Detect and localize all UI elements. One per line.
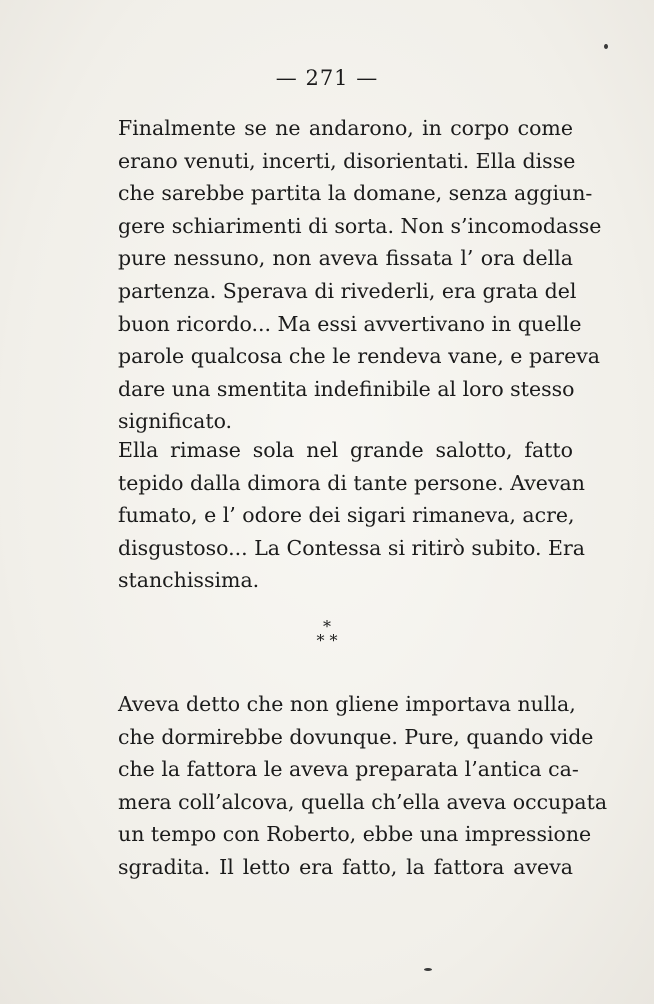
text-line: pure nessuno, non aveva fissata l’ ora della [118,246,573,271]
text-line: tepido dalla dimora di tante persone. Avevan [118,470,585,495]
page-number: — 271 — [275,66,379,90]
text-line: gere schiarimenti di sorta. Non s’incomodasse [118,213,602,238]
text-line: buon ricordo... Ma essi avvertivano in quelle [118,311,582,336]
text-line: erano venuti, incerti, disorientati. Ella disse [118,148,576,173]
text-line: che dormirebbe dovunque. Pure, quando vide [118,724,594,749]
ink-speck [604,44,608,49]
text-line: mera coll’alcova, quella ch’ella aveva occupata [118,789,608,814]
text-line: Aveva detto che non gliene importava nulla, [118,692,576,716]
text-line: partenza. Sperava di rivederli, era grata del [118,278,577,303]
text-line: Finalmente se ne andarono, in corpo come [118,116,573,140]
text-line: fumato, e l’ odore dei sigari rimaneva, acre, [118,503,575,528]
text-line: Ella rimase sola nel grande salotto, fatto [118,438,573,462]
text-line: significato. [118,409,233,434]
section-asterism [0,617,654,650]
text-line: sgradita. Il letto era fatto, la fattora aveva [118,854,573,879]
text-line: stanchissima. [118,568,260,593]
text-line: che sarebbe partita la domane, senza aggiun- [118,181,593,206]
paragraph-1 [118,112,602,438]
text-line: un tempo con Roberto, ebbe una impressione [118,822,592,847]
text-line: disgustoso... La Contessa si ritirò subito. Era [118,535,585,560]
ink-speck [424,968,432,971]
text-line: parole qualcosa che le rendeva vane, e pareva [118,344,601,369]
text-line: che la fattora le aveva preparata l’antica ca- [118,757,579,782]
paragraph-3 [118,688,608,884]
paragraph-2 [118,434,585,597]
asterism-bottom: * * [316,631,338,650]
text-line: dare una smentita indefinibile al loro stesso [118,376,575,401]
asterism-top: * [323,617,331,636]
